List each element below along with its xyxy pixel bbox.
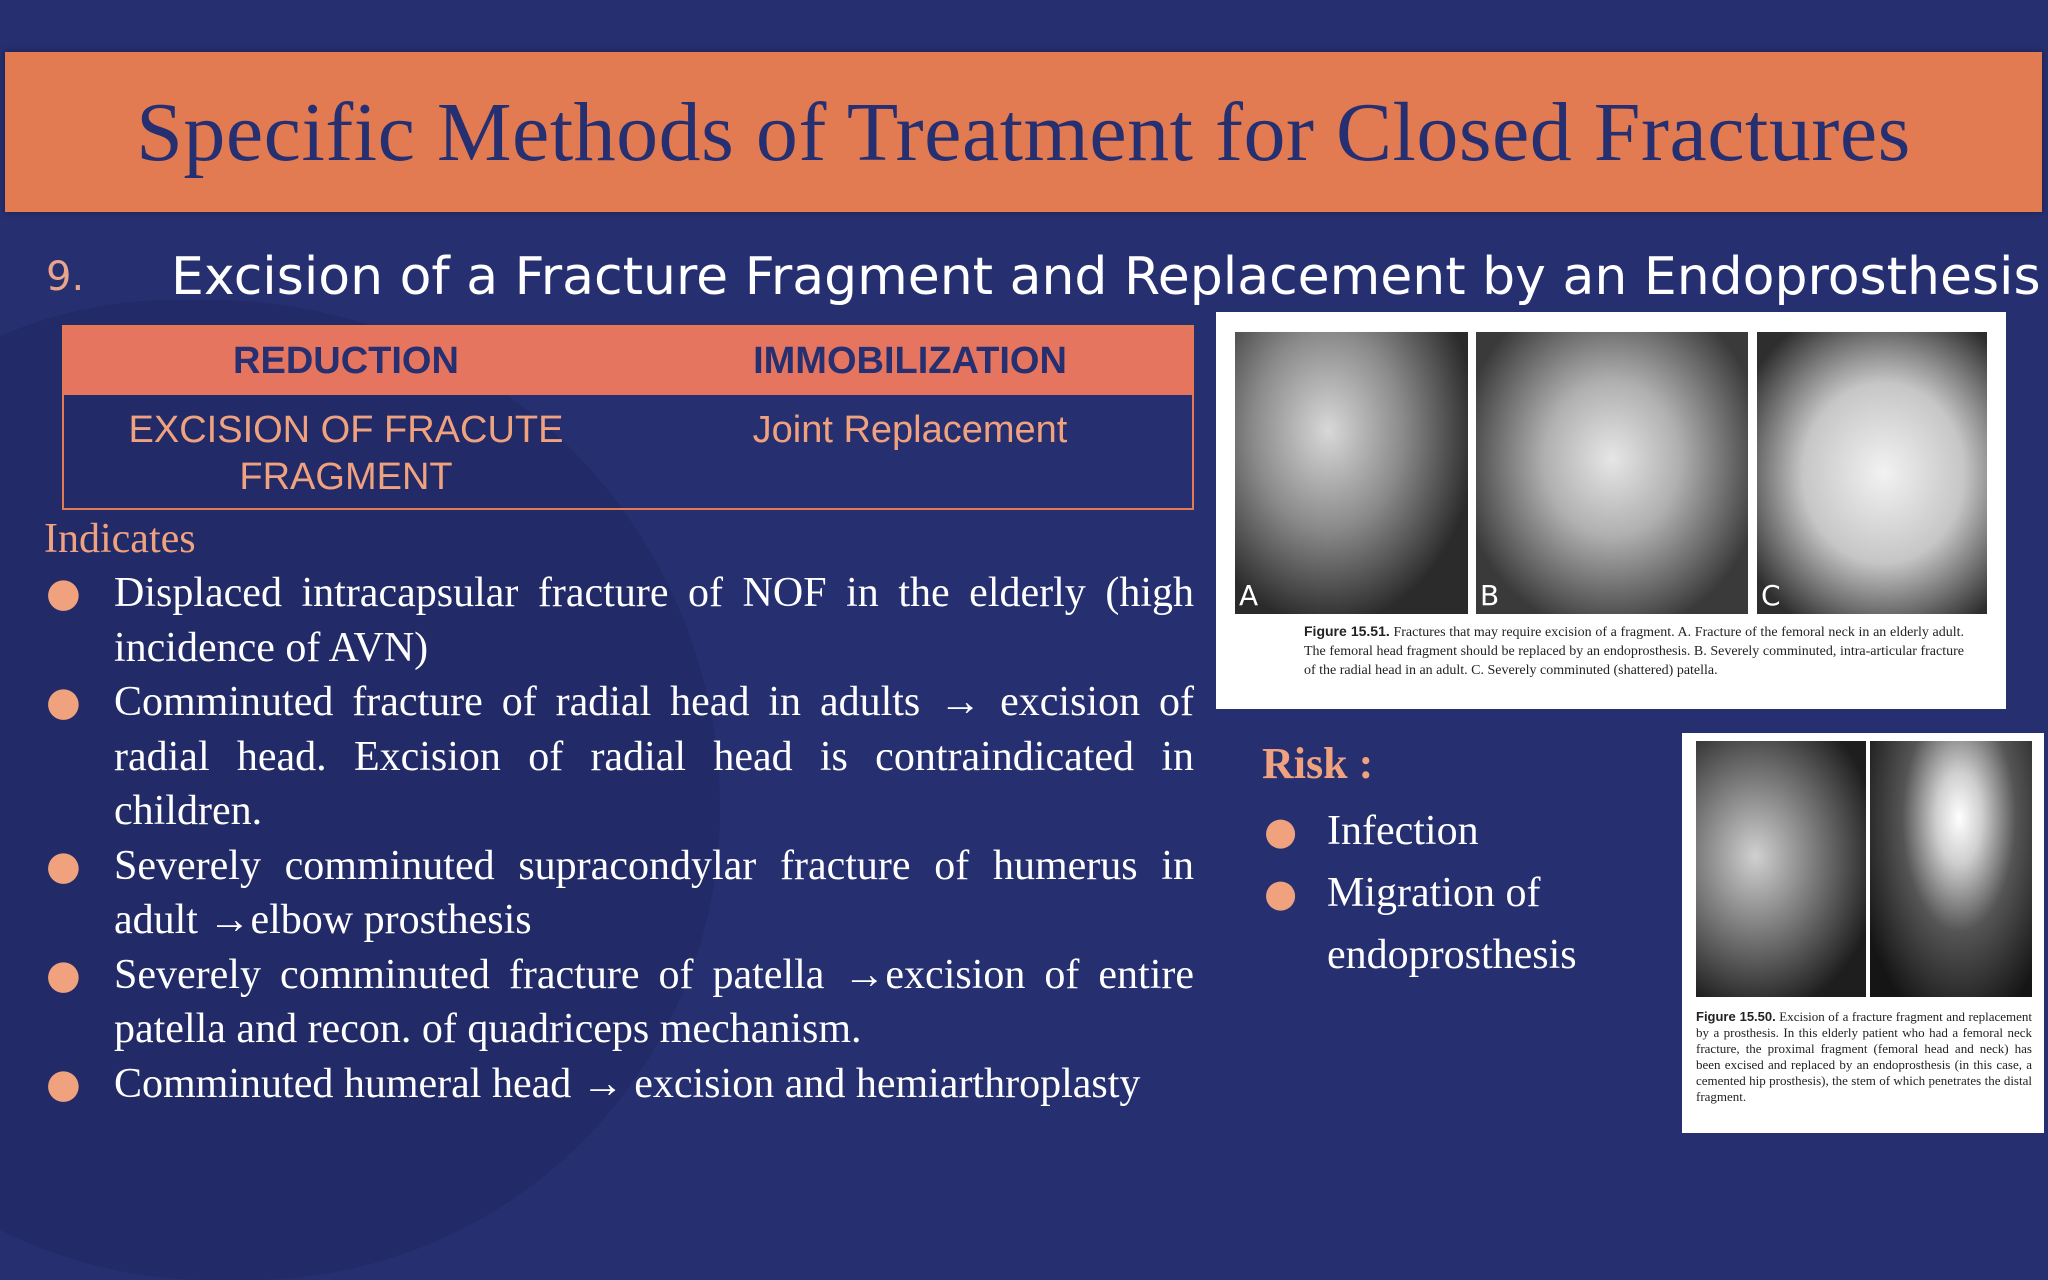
list-item: ● Severely comminuted fracture of patella →excision of entire patella and recon. of quadriceps mechanism.: [40, 948, 1194, 1057]
table-row: [64, 395, 1192, 501]
section-title: Excision of a Fracture Fragment and Replacement by an Endoprosthesis: [171, 247, 2041, 307]
xray-panel-c: C: [1757, 332, 1987, 614]
list-item: ● Migration of endoprosthesis: [1262, 862, 1642, 986]
risk-list: [1262, 800, 1642, 986]
header-reduction: REDUCTION: [233, 339, 459, 382]
bullet-icon: ●: [1264, 809, 1298, 853]
slide-title: Specific Methods of Treatment for Closed Fractures: [136, 85, 1911, 179]
bullet-icon: ●: [46, 951, 81, 998]
list-item: ● Severely comminuted supracondylar fracture of humerus in adult →elbow prosthesis: [40, 839, 1194, 948]
bullet-icon: ●: [46, 842, 81, 889]
figure-hip-prosthesis: [1682, 733, 2044, 1133]
figure-caption: Figure 15.50. Excision of a fracture fragment and replacement by a prosthesis. In this elderly patient who had a femoral neck fracture, the proximal fragment (femoral head and neck) has been excised and replaced by an endoprosthesis (in this case, a cemented hip prosthesis), the stem of which penetrates the distal fragment.: [1696, 1009, 2033, 1104]
figure-caption: Figure 15.51. Fractures that may require excision of a fragment. A. Fracture of the femoral neck in an elderly adult. The femoral head fragment should be replaced by an endoprosthesis. B. Severely comminuted, intra-articular fracture of the radial head in an adult. C. Severely comminuted (shattered) patella.: [1304, 623, 1965, 678]
cell-reduction: EXCISION OF FRACUTE FRAGMENT: [128, 409, 564, 498]
xray-panel-a: A: [1235, 332, 1468, 614]
list-item: ● Comminuted fracture of radial head in adults → excision of radial head. Excision of radial head is contraindicated in children.: [40, 675, 1194, 839]
xray-panel-b: B: [1476, 332, 1748, 614]
list-item: ● Displaced intracapsular fracture of NOF in the elderly (high incidence of AVN): [40, 566, 1194, 675]
indications-list: [40, 566, 1194, 1111]
bullet-icon: ●: [46, 679, 81, 725]
xray-panel-before: [1696, 741, 1866, 997]
list-item: ● Infection: [1262, 800, 1642, 862]
table-header-row: [64, 327, 1192, 395]
risk-heading: Risk :: [1262, 739, 1374, 788]
indicates-heading: Indicates: [44, 516, 196, 562]
section-number: 9.: [46, 254, 85, 300]
header-immobilization: IMMOBILIZATION: [753, 339, 1067, 382]
section-heading: [46, 240, 2041, 314]
list-item: ● Comminuted humeral head → excision and hemiarthroplasty: [40, 1057, 1194, 1112]
title-banner: [5, 52, 2042, 212]
figure-fracture-xrays: [1216, 312, 2006, 709]
bullet-icon: ●: [46, 1060, 81, 1107]
treatment-table: [62, 325, 1194, 510]
xray-panel-after: [1870, 741, 2032, 997]
cell-immobilization: Joint Replacement: [752, 409, 1068, 451]
bullet-icon: ●: [46, 570, 81, 616]
bullet-icon: ●: [1264, 871, 1298, 915]
